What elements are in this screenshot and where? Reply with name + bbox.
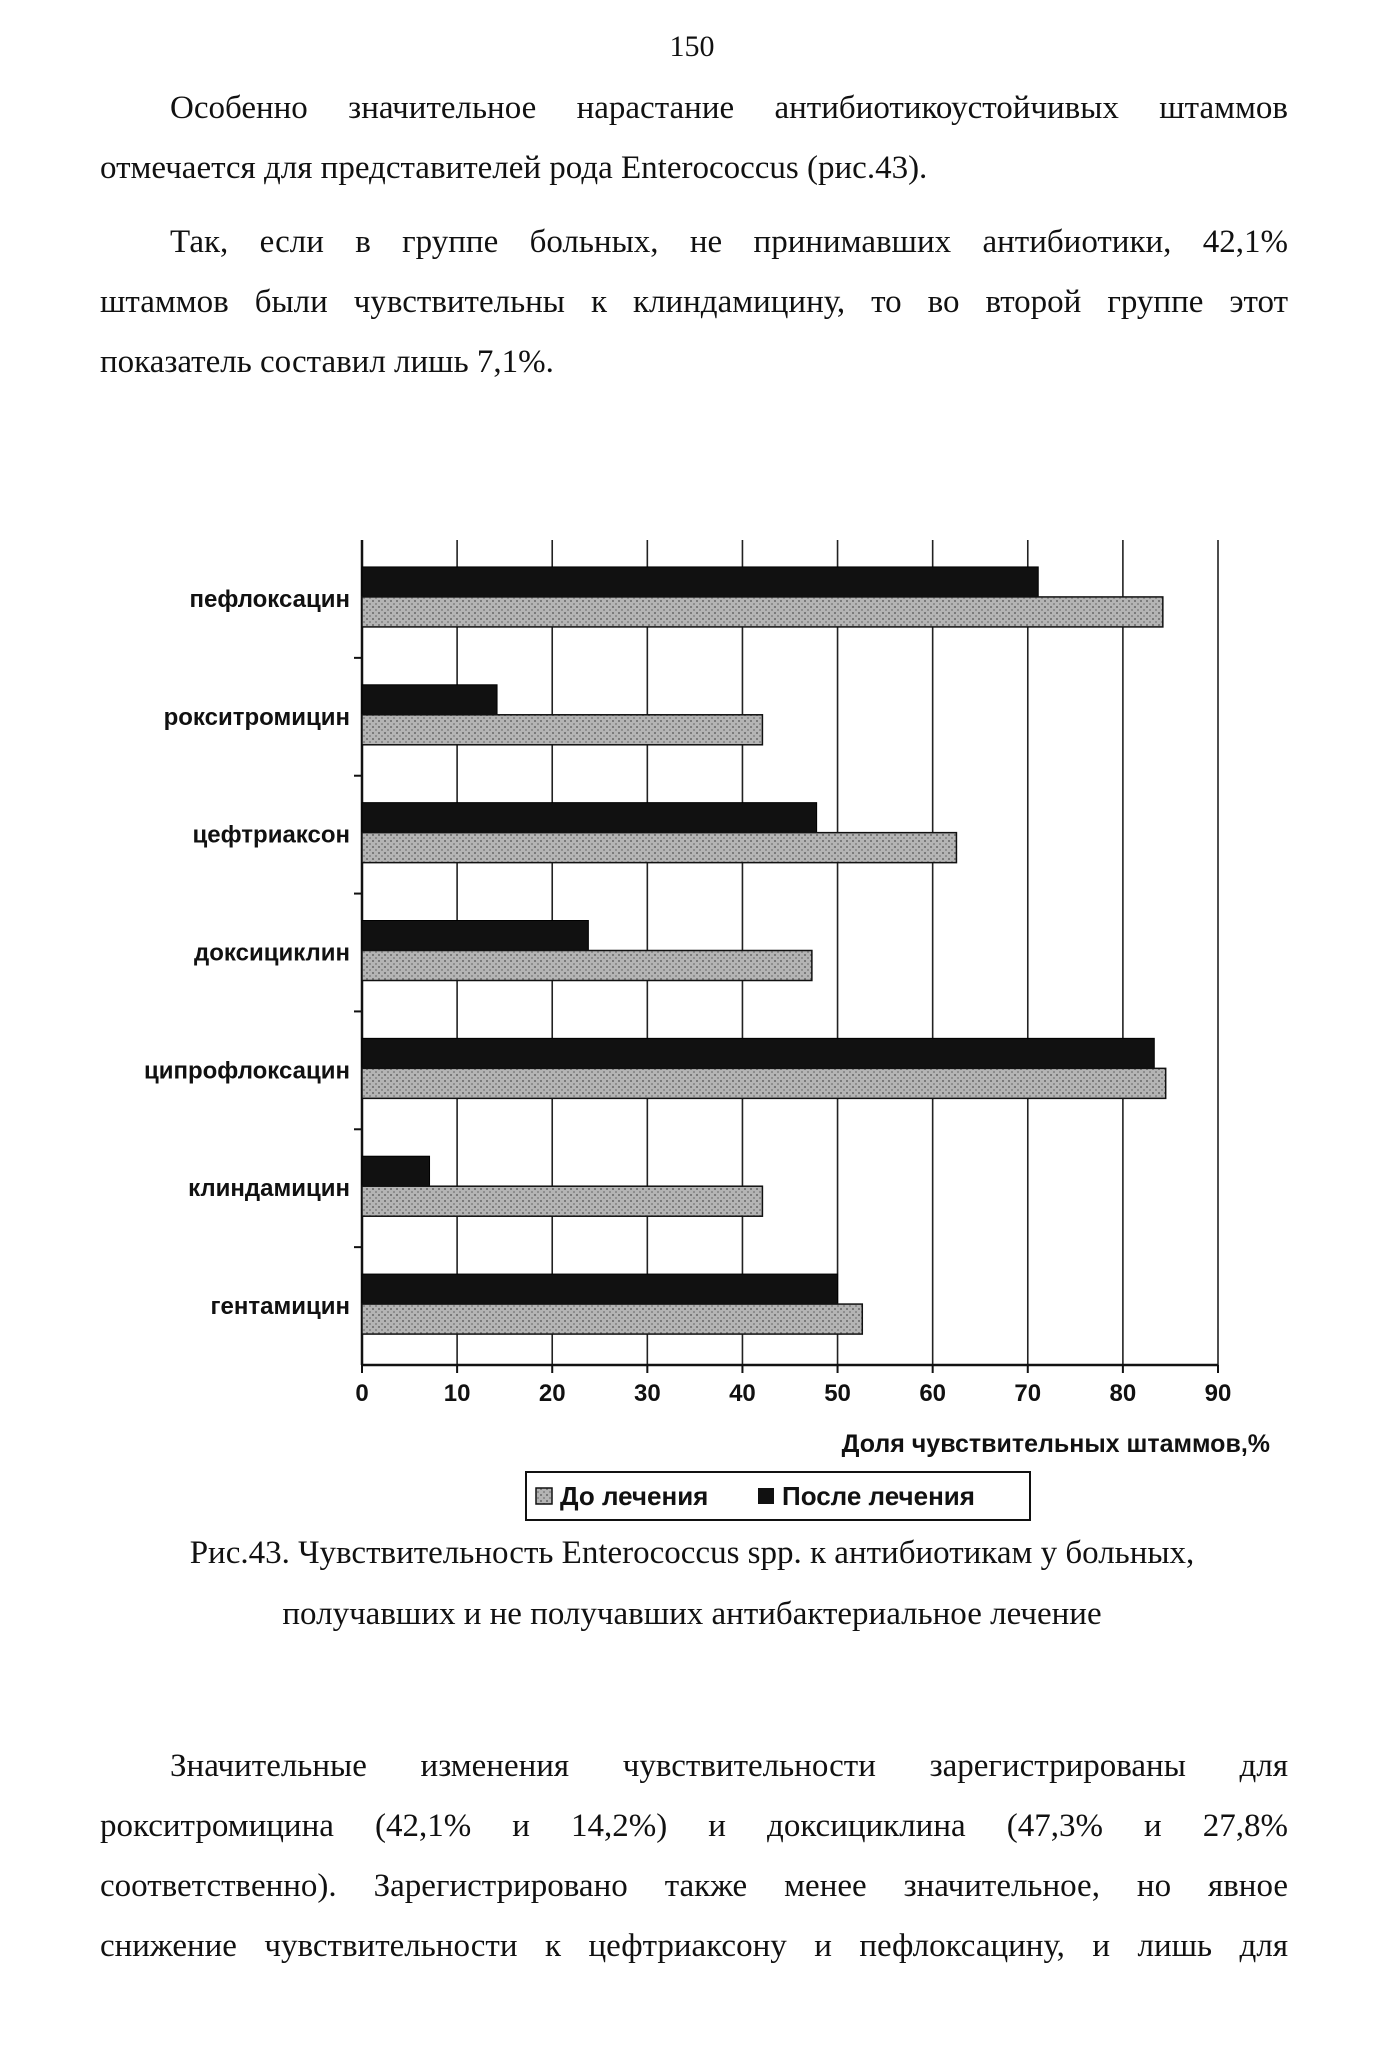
bar-after-6 — [362, 1156, 430, 1186]
x-tick-label: 40 — [729, 1380, 756, 1407]
paragraph-line: показатель составил лишь 7,1%. — [100, 344, 554, 380]
x-tick-label: 70 — [1014, 1380, 1042, 1407]
bar-after-2 — [362, 685, 497, 715]
category-label: доксициклин — [194, 939, 350, 967]
paragraph-line: отмечается для представителей рода Enterococcus (рис.43). — [100, 150, 928, 186]
bar-before-4 — [362, 951, 812, 981]
x-tick-label: 90 — [1204, 1380, 1232, 1407]
legend-label-before: До лечения — [560, 1481, 709, 1511]
bar-before-5 — [362, 1068, 1166, 1098]
bar-before-3 — [362, 833, 956, 863]
x-tick-label: 10 — [443, 1380, 471, 1407]
bar-before-6 — [362, 1186, 762, 1216]
bar-after-7 — [362, 1274, 838, 1304]
legend-swatch-after — [758, 1488, 774, 1504]
x-tick-label: 20 — [538, 1380, 566, 1407]
bar-before-7 — [362, 1304, 862, 1334]
bar-after-4 — [362, 921, 588, 951]
bar-after-3 — [362, 803, 817, 833]
paragraph-3 — [100, 1736, 1288, 1976]
paragraph-line: соответственно). Зарегистрировано также менее значительное, но явное — [100, 1868, 1288, 1904]
paragraph-line: снижение чувствительности к цефтриаксону и пефлоксацину, и лишь для — [100, 1928, 1288, 1964]
category-label: цефтриаксон — [192, 821, 350, 849]
paragraph-line: Особенно значительное нарастание антибиотикоустойчивых штаммов — [170, 90, 1288, 126]
paragraph-line: Значительные изменения чувствительности зарегистрированы для — [170, 1748, 1288, 1784]
bar-before-2 — [362, 715, 762, 745]
bar-chart — [90, 540, 1320, 1530]
page-number: 150 — [669, 30, 715, 63]
paragraph-line: штаммов были чувствительны к клиндамицину, то во второй группе этот — [100, 284, 1288, 320]
chart-legend — [526, 1472, 1030, 1520]
paragraph-1 — [100, 78, 1288, 198]
x-tick-label: 0 — [355, 1380, 369, 1407]
x-axis-label: Доля чувствительных штаммов,% — [841, 1430, 1270, 1458]
paragraph-line: рокситромицина (42,1% и 14,2%) и доксициклина (47,3% и 27,8% — [100, 1808, 1288, 1844]
paragraph-line: Так, если в группе больных, не принимавших антибиотики, 42,1% — [170, 224, 1288, 260]
x-tick-label: 30 — [633, 1380, 661, 1407]
category-label: ципрофлоксацин — [143, 1057, 350, 1085]
x-tick-label: 80 — [1109, 1380, 1137, 1407]
bar-before-1 — [362, 597, 1163, 627]
x-tick-label: 60 — [919, 1380, 947, 1407]
paragraph-2 — [100, 212, 1288, 392]
legend-label-after: После лечения — [782, 1481, 975, 1511]
figure-caption-line-2: получавших и не получавших антибактериальное лечение — [282, 1596, 1102, 1632]
bar-after-5 — [362, 1038, 1154, 1068]
figure-caption-line-1: Рис.43. Чувствительность Enterococcus spp. к антибиотикам у больных, — [189, 1535, 1195, 1571]
legend-swatch-before — [536, 1488, 552, 1504]
bar-after-1 — [362, 567, 1038, 597]
plot-area — [144, 540, 1231, 1407]
category-label: гентамицин — [210, 1293, 350, 1321]
x-tick-label: 50 — [824, 1380, 851, 1407]
category-label: пефлоксацин — [189, 585, 350, 613]
category-label: клиндамицин — [188, 1175, 350, 1203]
category-label: рокситромицин — [163, 703, 350, 731]
